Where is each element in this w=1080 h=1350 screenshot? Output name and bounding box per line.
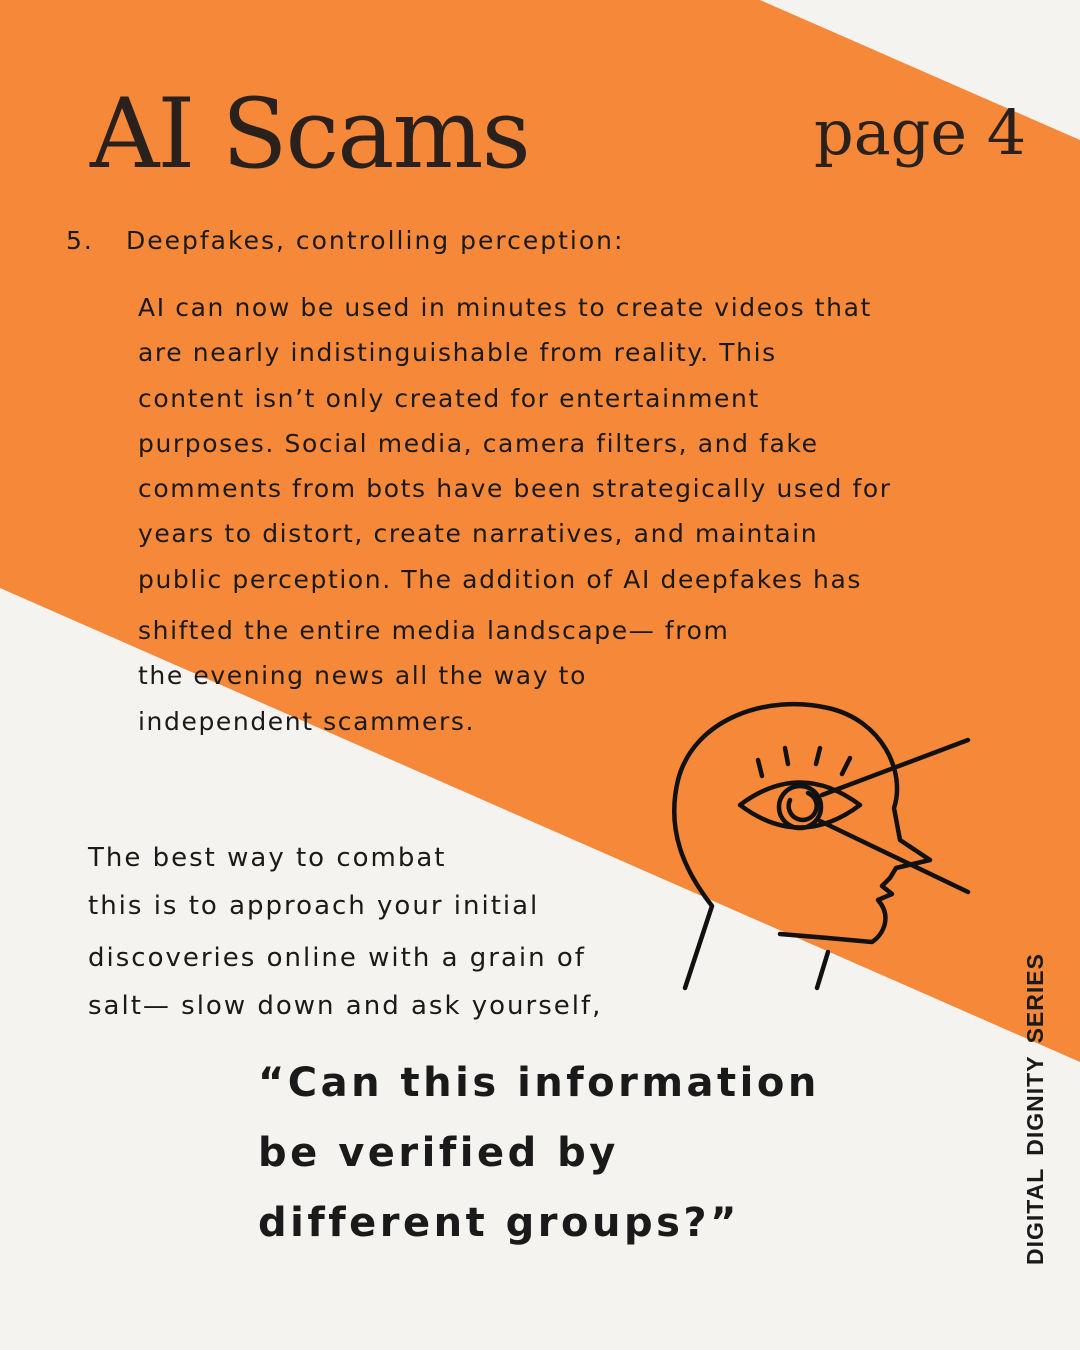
page-title: AI Scams bbox=[90, 78, 529, 190]
body-line: shifted the entire media landscape— from bbox=[138, 616, 730, 646]
pull-quote bbox=[258, 1048, 820, 1258]
body-line: comments from bots have been strategically used for bbox=[138, 474, 892, 504]
page-number: page 4 bbox=[814, 96, 1027, 169]
body-line: the evening news all the way to bbox=[138, 661, 587, 691]
tip-line: The best way to combat bbox=[88, 843, 447, 873]
section-number: 5. bbox=[66, 226, 94, 255]
tip-line: this is to approach your initial bbox=[88, 891, 540, 921]
body-line: years to distort, create narratives, and maintain bbox=[138, 519, 819, 549]
quote-line: “Can this information bbox=[258, 1060, 820, 1106]
section-heading bbox=[66, 226, 624, 255]
head-with-eye-icon bbox=[660, 690, 980, 1000]
quote-line: different groups?” bbox=[258, 1200, 740, 1246]
section-title: Deepfakes, controlling perception: bbox=[126, 226, 625, 255]
quote-line: be verified by bbox=[258, 1130, 619, 1176]
tip-line: discoveries online with a grain of bbox=[88, 943, 586, 973]
body-line: public perception. The addition of AI deepfakes has bbox=[138, 564, 863, 594]
series-word: DIGITAL bbox=[1022, 1167, 1048, 1265]
body-line: purposes. Social media, camera filters, and fake bbox=[138, 428, 819, 458]
series-word: SERIES bbox=[1022, 953, 1048, 1044]
body-line: independent scammers. bbox=[138, 706, 476, 736]
body-line: AI can now be used in minutes to create videos that bbox=[138, 293, 872, 322]
tip-line: salt— slow down and ask yourself, bbox=[88, 991, 603, 1021]
series-word: DIGNITY bbox=[1022, 1055, 1048, 1156]
body-paragraph bbox=[138, 285, 892, 744]
series-label bbox=[1022, 941, 1049, 1265]
body-line: are nearly indistinguishable from reality. This bbox=[138, 338, 777, 368]
body-line: content isn’t only created for entertainment bbox=[138, 383, 760, 413]
tip-paragraph bbox=[88, 834, 602, 1030]
